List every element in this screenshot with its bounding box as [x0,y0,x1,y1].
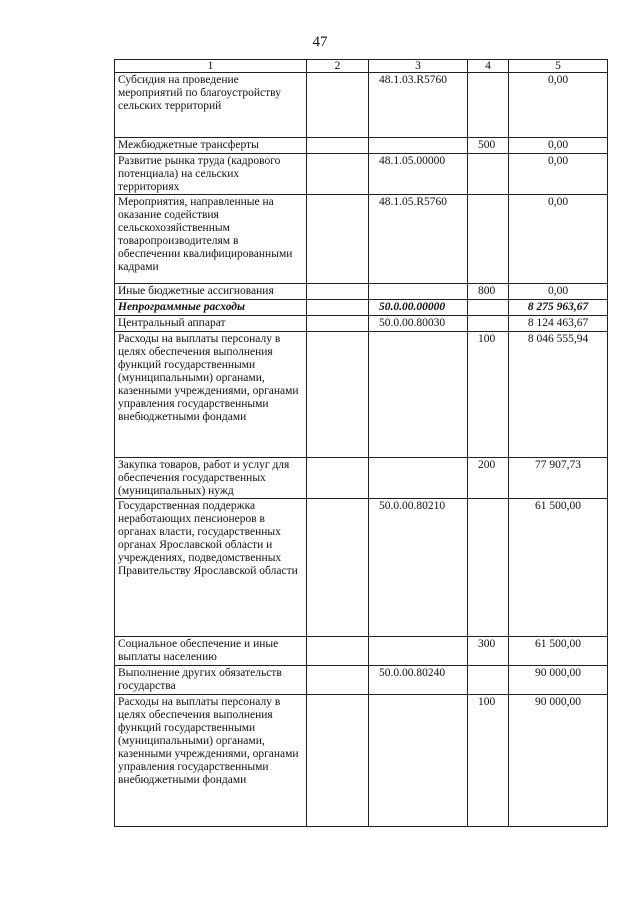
table-header-row [115,60,608,73]
row-code-cell: 50.0.00.80210 [369,499,468,637]
table-row [115,499,608,637]
row-type-cell [468,73,509,138]
row-amount-cell: 77 907,73 [509,458,608,499]
row-type-cell [468,499,509,637]
row-type-cell: 800 [468,284,509,300]
budget-table [114,59,608,827]
row-amount-cell: 90 000,00 [509,695,608,827]
table-row [115,695,608,827]
table-row [115,332,608,458]
table-row [115,138,608,154]
header-col-1: 1 [115,60,307,73]
row-name-cell: Субсидия на проведение мероприятий по благоустройству сельских территорий [115,73,307,138]
row-code-cell: 48.1.03.R5760 [369,73,468,138]
row-col2-cell [307,666,369,695]
table-row [115,458,608,499]
row-col2-cell [307,138,369,154]
row-amount-cell: 0,00 [509,195,608,284]
row-code-cell [369,458,468,499]
row-type-cell: 100 [468,332,509,458]
row-name-cell: Мероприятия, направленные на оказание содействия сельскохозяйственным товаропроизводителям в обеспечении квалифицированными кадрами [115,195,307,284]
row-name-cell: Выполнение других обязательств государства [115,666,307,695]
row-amount-cell: 8 275 963,67 [509,300,608,316]
row-type-cell [468,300,509,316]
row-amount-cell: 0,00 [509,284,608,300]
row-amount-cell: 0,00 [509,73,608,138]
row-code-cell: 48.1.05.00000 [369,154,468,195]
row-name-cell: Развитие рынка труда (кадрового потенциала) на сельских территориях [115,154,307,195]
row-name-cell: Государственная поддержка неработающих пенсионеров в органах власти, государственных органах Ярославской области и учреждениях, подведомственных Правительству Ярославской области [115,499,307,637]
row-amount-cell: 8 046 555,94 [509,332,608,458]
table-row [115,300,608,316]
row-name-cell: Непрограммные расходы [115,300,307,316]
row-type-cell [468,154,509,195]
table-row [115,316,608,332]
row-code-cell [369,284,468,300]
row-name-cell: Социальное обеспечение и иные выплаты населению [115,637,307,666]
page-number: 47 [312,34,328,50]
row-col2-cell [307,499,369,637]
row-type-cell: 200 [468,458,509,499]
row-code-cell [369,637,468,666]
row-code-cell [369,138,468,154]
row-col2-cell [307,284,369,300]
row-type-cell [468,195,509,284]
row-name-cell: Межбюджетные трансферты [115,138,307,154]
row-col2-cell [307,695,369,827]
row-type-cell [468,316,509,332]
header-col-4: 4 [468,60,509,73]
table-row [115,195,608,284]
row-code-cell: 48.1.05.R5760 [369,195,468,284]
row-amount-cell: 61 500,00 [509,499,608,637]
row-name-cell: Центральный аппарат [115,316,307,332]
row-col2-cell [307,332,369,458]
row-amount-cell: 0,00 [509,138,608,154]
row-col2-cell [307,458,369,499]
row-amount-cell: 90 000,00 [509,666,608,695]
header-col-3: 3 [369,60,468,73]
header-col-5: 5 [509,60,608,73]
row-amount-cell: 61 500,00 [509,637,608,666]
row-amount-cell: 8 124 463,67 [509,316,608,332]
row-name-cell: Закупка товаров, работ и услуг для обеспечения государственных (муниципальных) нужд [115,458,307,499]
row-code-cell: 50.0.00.80030 [369,316,468,332]
row-code-cell [369,695,468,827]
row-col2-cell [307,154,369,195]
row-code-cell [369,332,468,458]
table-row [115,73,608,138]
row-type-cell: 300 [468,637,509,666]
row-code-cell: 50.0.00.00000 [369,300,468,316]
row-name-cell: Иные бюджетные ассигнования [115,284,307,300]
row-type-cell: 100 [468,695,509,827]
row-name-cell: Расходы на выплаты персоналу в целях обеспечения выполнения функций государственными (муниципальными) органами, казенными учреждениями, органами управления государственными внебюджетными фондами [115,332,307,458]
table-row [115,666,608,695]
row-col2-cell [307,195,369,284]
table-row [115,154,608,195]
row-col2-cell [307,316,369,332]
row-name-cell: Расходы на выплаты персоналу в целях обеспечения выполнения функций государственными (муниципальными) органами, казенными учреждениями, органами управления государственными внебюджетными фондами [115,695,307,827]
row-amount-cell: 0,00 [509,154,608,195]
table-row [115,284,608,300]
row-col2-cell [307,73,369,138]
table-row [115,637,608,666]
row-type-cell [468,666,509,695]
row-col2-cell [307,300,369,316]
row-code-cell: 50.0.00.80240 [369,666,468,695]
row-type-cell: 500 [468,138,509,154]
header-col-2: 2 [307,60,369,73]
row-col2-cell [307,637,369,666]
